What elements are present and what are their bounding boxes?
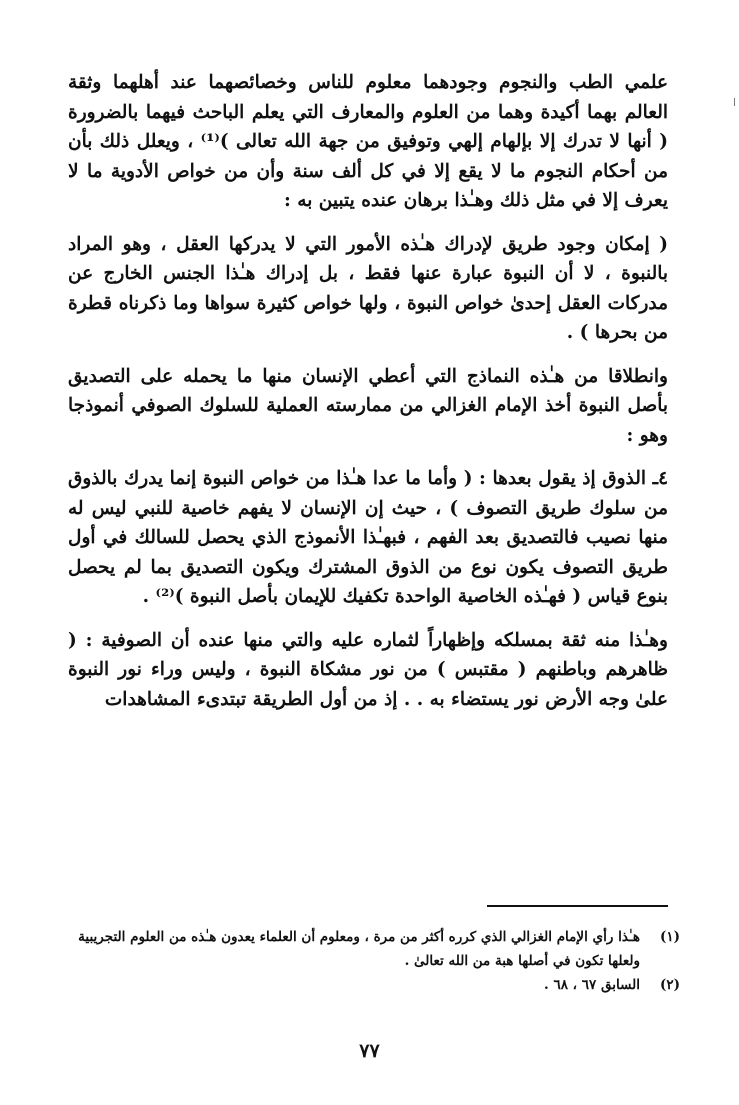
paragraph-2: ( إمكان وجود طريق لإدراك هـٰذه الأمور التي لا يدركها العقل ، وهو المراد بالنبوة ، لا أن النبوة عبارة عنها فقط ، بل إدراك هـٰذا الجنس الخارج عن مدركات العقل إحدىٰ خواص النبوة ، ولها خواص كثيرة سواها وما ذكرناه قطرة من بحرها ) . bbox=[68, 233, 668, 343]
footnote-text: هـٰذا رأي الإمام الغزالي الذي كرره أكثر من مرة ، ومعلوم أن العلماء يعدون هـٰذه من العلوم التجريبية ولعلها تكون في أصلها هبة من الله تعالىٰ . bbox=[78, 929, 640, 969]
paragraph-3: وانطلاقا من هـٰذه النماذج التي أعطي الإنسان منها ما يحمله على التصديق بأصل النبوة أخذ الإمام الغزالي من ممارسته العملية للسلوك الصوفي أنموذجا وهو : bbox=[68, 365, 668, 446]
scan-edge-mark bbox=[734, 98, 735, 106]
footnote-item bbox=[68, 925, 680, 973]
paragraph-5: وهـٰذا منه ثقة بمسلكه وإظهاراً لثماره عليه والتي منها عنده أن الصوفية : ( ظاهرهم وباطنهم ( مقتبس ) من نور مشكاة النبوة ، وليس وراء نور النبوة علىٰ وجه الأرض نور يستضاء به . . إذ من أول الطريقة تبتدىء المشاهدات bbox=[68, 629, 668, 710]
footnote-number: (٢) bbox=[659, 977, 680, 993]
paragraph-1: علمي الطب والنجوم وجودهما معلوم للناس وخصائصهما عند أهلهما وثقة العالم بهما أكيدة وهما من العلوم والمعارف التي يعلم الباحث فيهما بالضرورة ( أنها لا تدرك إلا بإلهام إلهي وتوفيق من جهة الله تعالى )⁽¹⁾ ، ويعلل ذلك بأن من أحكام النجوم ما لا يقع إلا في كل ألف سنة وأن من خواص الأدوية ما لا يعرف إلا في مثل ذلك وهـٰذا برهان عنده يتبين به : bbox=[68, 72, 668, 211]
footnote-number: (١) bbox=[659, 929, 680, 945]
page-number: ٧٧ bbox=[359, 1040, 380, 1062]
footnotes bbox=[68, 925, 680, 997]
footnote-separator bbox=[487, 905, 668, 907]
main-text-block bbox=[68, 68, 668, 728]
footnote-text: السابق ٦٧ ، ٦٨ . bbox=[544, 977, 640, 993]
footnote-item bbox=[68, 973, 680, 997]
paragraph-4: ٤ـ الذوق إذ يقول بعدها : ( وأما ما عدا هـٰذا من خواص النبوة إنما يدرك بالذوق من سلوك طريق التصوف ) ، حيث إن الإنسان لا يفهم خاصية للنبي ليس له منها نصيب فالتصديق بعد الفهم ، فبهـٰذا الأنموذج الذي يحصل للسالك في أول طريق التصوف يكون نوع من الذوق المشترك ويكون التصديق بما لم يحصل بنوع قياس ( فهـٰذه الخاصية الواحدة تكفيك للإيمان بأصل النبوة )⁽²⁾ . bbox=[68, 468, 668, 607]
